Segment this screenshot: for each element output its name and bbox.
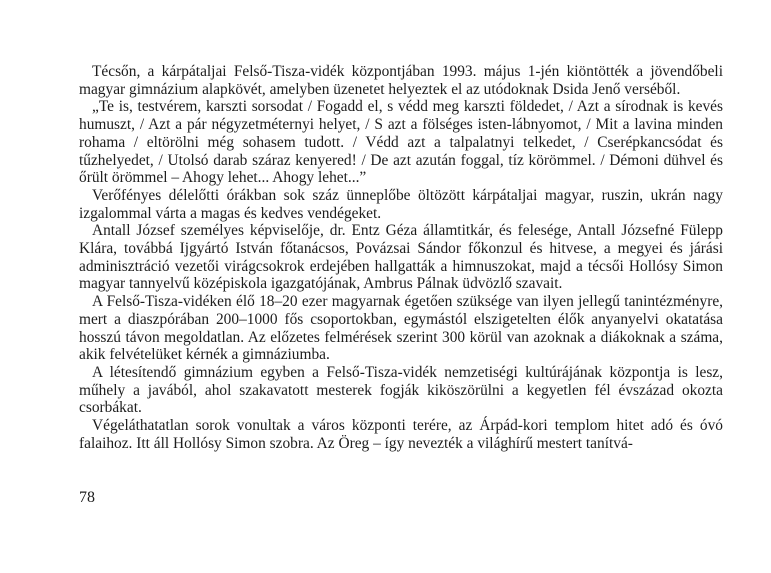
paragraph-intro: Técsőn, a kárpátaljai Felső-Tisza-vidék központjában 1993. május 1-jén kiöntötték a jövendőbeli magyar gimnázium alapkövét, amelyben üzenetet helyeztek el az utódoknak Dsida Jenő verséből. — [79, 63, 723, 98]
page-number: 78 — [79, 489, 95, 506]
paragraph-center: A létesítendő gimnázium egyben a Felső-Tisza-vidék nemzetiségi kultúrájának központja is lesz, műhely a javából, ahol szakavatott mesterek fogják kiköszörülni a kegyetlen fél évszázad okozta csorbákat. — [79, 363, 723, 417]
paragraph-guests: Antall József személyes képviselője, dr. Entz Géza államtitkár, és felesége, Antall Józsefné Fülepp Klára, továbbá Ijgyártó István főtanácsos, Povázsai Sándor főkonzul és hitvese, a megyei és járási adminisztráció vezetői virágcsokrok erdejében hallgatták a himnuszokat, majd a técsői Hollósy Simon magyar tannyelvű középiskola igazgatójának, Ambrus Pálnak üdvözlő szavait. — [79, 222, 723, 293]
paragraph-procession: Végeláthatatlan sorok vonultak a város központi terére, az Árpád-kori templom hitet adó és óvó falaihoz. Itt áll Hollósy Simon szobra. Az Öreg – így nevezték a világhírű mestert tanítvá- — [79, 417, 723, 452]
paragraph-poem-quote: „Te is, testvérem, karszti sorsodat / Fogadd el, s védd meg karszti földedet, / Azt a sírodnak is kevés humuszt, / Azt a pár négyzetméternyi helyet, / S azt a fölséges isten-lábnyomot, / Mit a lavina minden rohama / eltörölni még sohasem tudott. / Védd azt a talpalatnyi telkedet, / Cserépkancsódat és tűzhelyedet, / Utolsó darab száraz kenyered! / De azt azután foggal, tíz körömmel. / Démoni dühvel és őrült örömmel – Ahogy lehet... Ahogy lehet...” — [79, 98, 723, 187]
paragraph-need: A Felső-Tisza-vidéken élő 18–20 ezer magyarnak égetően szüksége van ilyen jellegű tanintézményre, mert a diaszpórában 200–1000 fős csoportokban, egymástól elszigetelten élők anyanyelvi okatatása hosszú távon megoldatlan. Az előzetes felmérések szerint 300 körül van azoknak a diákoknak a száma, akik felvételüket kérnék a gimnáziumba. — [79, 293, 723, 364]
paragraph-morning: Verőfényes délelőtti órákban sok száz ünneplőbe öltözött kárpátaljai magyar, ruszin, ukrán nagy izgalommal várta a magas és kedves vendégeket. — [79, 186, 723, 222]
body-text — [79, 63, 723, 452]
